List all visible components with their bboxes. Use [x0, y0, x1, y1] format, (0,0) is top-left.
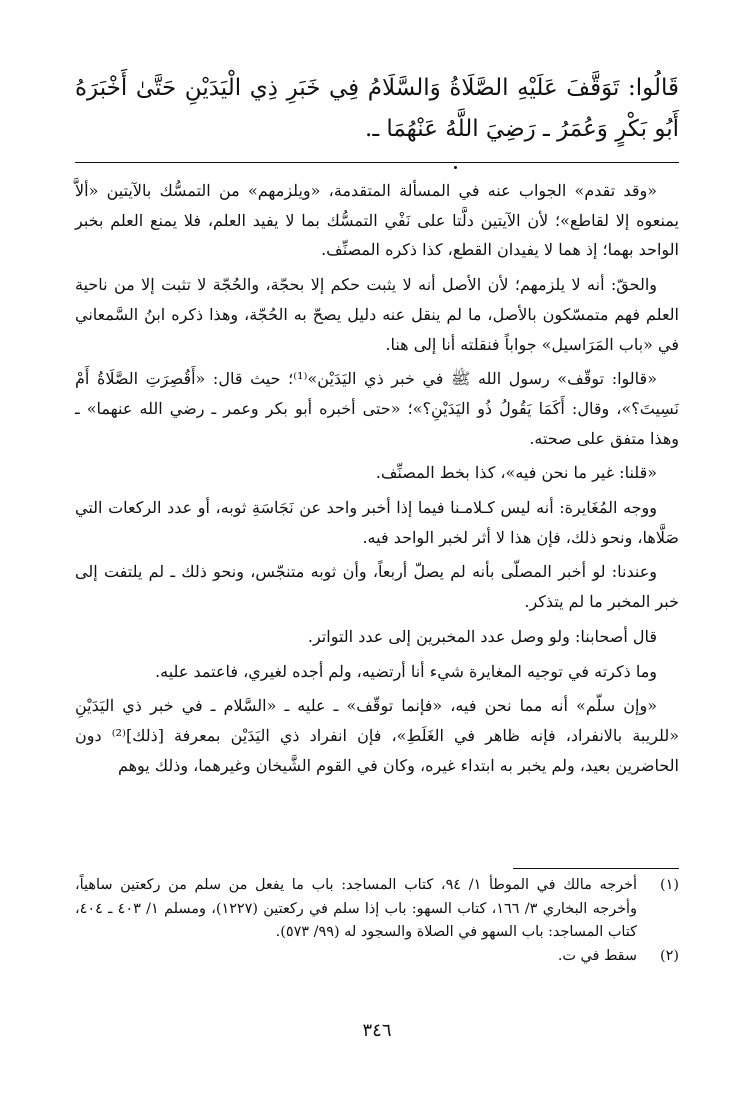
paragraph: وعندنا: لو أخبر المصلّى بأنه لم يصلّ أربعاً، وأن ثوبه متنجّس، ونحو ذلك ـ لم يلتفت إلى خبر المخبر ما لم يتذكر.	[75, 562, 679, 612]
paragraph: «قالوا: توقّف» رسول الله ﷺ في خبر ذي اليَدَيْن»⁽¹⁾؛ حيث قال: «أَقُصِرَتِ الصَّلَاةُ أَمْ نَسِيتَ؟»، وقال: أَكَمَا يَقُولُ ذُو اليَدَيْنِ؟»؛ «حتى أخبره أبو بكر وعمر ـ رضي الله عنهما» ـ وهذا متفق على صحته.	[75, 369, 679, 448]
quoted-matn-text: قَالُوا: تَوَقَّفَ عَلَيْهِ الصَّلَاةُ وَالسَّلَامُ فِي خَبَرِ ذِي الْيَدَيْنِ حَتَّىٰ أَخْبَرَهُ أَبُو بَكْرٍ وَعُمَرُ ـ رَضِيَ اللَّهُ عَنْهُمَا ـ.	[75, 75, 679, 142]
footnote-text: أخرجه مالك في الموطأ ١/ ٩٤، كتاب المساجد: باب ما يفعل من سلم من ركعتين ساهياً، وأخرجه البخاري ٣/ ١٦٦، كتاب السهو: باب إذا سلم في ركعتين (١٢٢٧)، ومسلم ١/ ٤٠٣ ـ ٤٠٤، كتاب المساجد: باب السهو في الصلاة والسجود له (٩٩/ ٥٧٣).	[75, 877, 637, 940]
footnote-text: سقط في ت.	[557, 947, 637, 964]
paragraph: وما ذكرته في توجيه المغايرة شيء أنا أرتضيه، ولم أجده لغيري، فاعتمد عليه.	[155, 661, 657, 681]
paragraph: ووجه المُغَايرة: أنه ليس كـلامـنا فيما إذا أخبر واحد عن نَجَاسَةِ ثوبه، أو عدد الركعات التي صَلَّاها، ونحو ذلك، فإن هذا لا أثر لخبر الواحد فيه.	[75, 498, 679, 547]
paragraph: «قلنا: غير ما نحن فيه»، كذا بخط المصنِّف.	[375, 463, 657, 483]
page-number: ٣٤٦	[362, 1020, 392, 1041]
footnote-separator-line	[513, 868, 679, 869]
paragraph: والحقّ: أنه لا يلزمهم؛ لأن الأصل أنه لا يثبت حكم إلا بحجّة، والحُجّة لا تثبت إلا من ناحية العلم فهم متمسّكون بالأصل، ما لم ينقل عنه دليل يصحّ به الحُجّة، وهذا ذكره ابنُ السَّمعاني في «باب المَرَاسيل» جواباً فنقلته أنا إلى هنا.	[75, 275, 679, 354]
footnotes	[75, 874, 679, 968]
main-separator-line	[75, 162, 679, 163]
footnote-1	[75, 874, 679, 945]
commentary-body	[75, 176, 679, 785]
footnote-number: (١)	[660, 877, 679, 893]
paragraph: «وإن سلّم» أنه مما نحن فيه، «فإنما توقّف» ـ عليه ـ «السَّلام ـ في خبر ذي اليَدَيْنِ «للريبة بالانفراد، فإنه ظاهر في الغَلَطِ»، فإن انفراد ذي اليَدَيْن بمعرفة [ذلك]⁽²⁾ دون الحاضرين بعيد، ولم يخبر به ابتداء غيره، وكان في القوم الشَّيخان وغيرهما، وذلك يوهم	[75, 696, 679, 775]
separator-dot	[454, 166, 457, 169]
footnote-2	[75, 945, 679, 969]
paragraph: قال أصحابنا: ولو وصل عدد المخبرين إلى عدد التواتر.	[307, 626, 657, 646]
paragraph: «وقد تقدم» الجواب عنه في المسألة المتقدمة، «ويلزمهم» من التمسُّك بالآيتين «ألاَّ يمنعوه إلا لقاطع»؛ لأن الآيتين دلَّتا على نَفْي التمسُّك بما لا يفيد العلم، فلا يمنع العلم بخبر الواحد بهما؛ إذ هما لا يفيدان القطع، كذا ذكره المصنِّف.	[75, 181, 679, 260]
footnote-number: (٢)	[660, 947, 679, 964]
